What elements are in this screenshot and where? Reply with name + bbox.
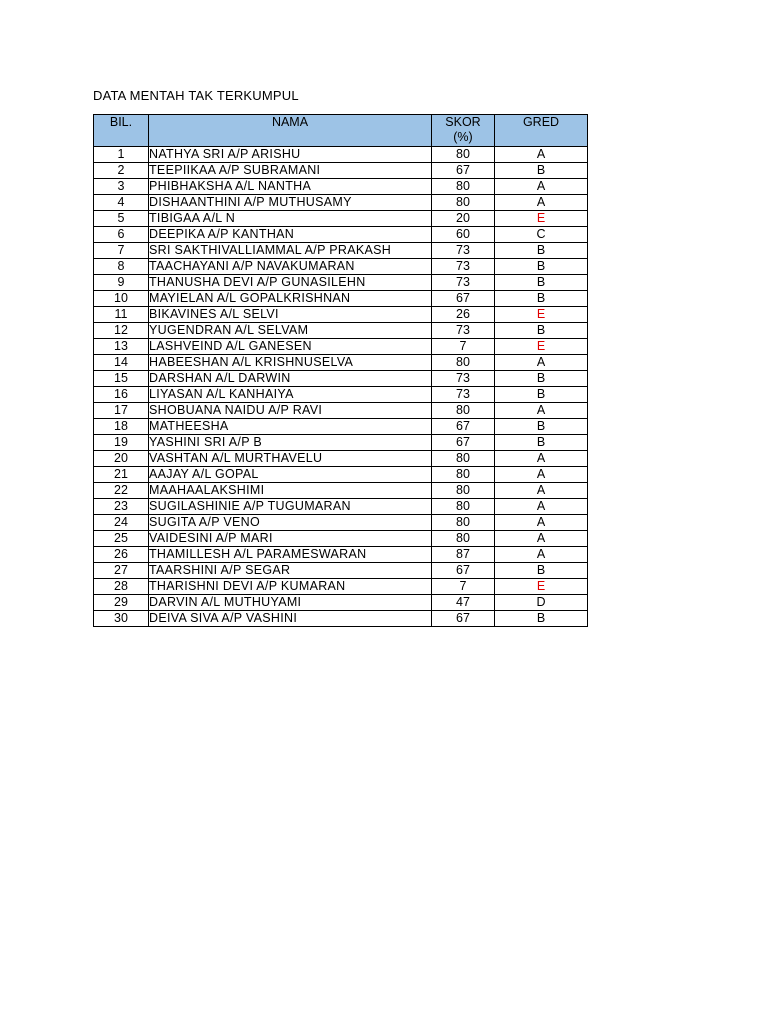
table-row xyxy=(94,259,588,275)
table-body xyxy=(94,147,588,627)
row-number: 9 xyxy=(94,275,149,291)
score: 73 xyxy=(432,259,495,275)
row-number: 22 xyxy=(94,483,149,499)
row-number: 24 xyxy=(94,515,149,531)
student-name: TIBIGAA A/L N xyxy=(149,211,432,227)
row-number: 10 xyxy=(94,291,149,307)
table-row xyxy=(94,291,588,307)
header-gred: GRED xyxy=(495,115,588,147)
grade: B xyxy=(495,611,588,627)
table-row xyxy=(94,515,588,531)
row-number: 27 xyxy=(94,563,149,579)
student-name: SHOBUANA NAIDU A/P RAVI xyxy=(149,403,432,419)
student-name: BIKAVINES A/L SELVI xyxy=(149,307,432,323)
score: 80 xyxy=(432,467,495,483)
grade: B xyxy=(495,291,588,307)
score: 80 xyxy=(432,483,495,499)
table-row xyxy=(94,467,588,483)
student-name: LASHVEIND A/L GANESEN xyxy=(149,339,432,355)
grade: A xyxy=(495,195,588,211)
table-row xyxy=(94,323,588,339)
table-row xyxy=(94,403,588,419)
grade: A xyxy=(495,499,588,515)
row-number: 6 xyxy=(94,227,149,243)
score: 80 xyxy=(432,499,495,515)
score: 73 xyxy=(432,243,495,259)
row-number: 15 xyxy=(94,371,149,387)
grade: B xyxy=(495,435,588,451)
table-row xyxy=(94,547,588,563)
student-name: DARSHAN A/L DARWIN xyxy=(149,371,432,387)
grade: A xyxy=(495,403,588,419)
grade: B xyxy=(495,259,588,275)
row-number: 13 xyxy=(94,339,149,355)
header-skor xyxy=(432,115,495,147)
score: 26 xyxy=(432,307,495,323)
row-number: 4 xyxy=(94,195,149,211)
row-number: 11 xyxy=(94,307,149,323)
score: 73 xyxy=(432,275,495,291)
grade: A xyxy=(495,531,588,547)
table-row xyxy=(94,371,588,387)
grade: B xyxy=(495,387,588,403)
table-row xyxy=(94,419,588,435)
score: 73 xyxy=(432,387,495,403)
score: 80 xyxy=(432,179,495,195)
score: 73 xyxy=(432,371,495,387)
score: 67 xyxy=(432,419,495,435)
grade: E xyxy=(495,339,588,355)
table-row xyxy=(94,451,588,467)
row-number: 12 xyxy=(94,323,149,339)
row-number: 2 xyxy=(94,163,149,179)
score: 67 xyxy=(432,291,495,307)
header-nama: NAMA xyxy=(149,115,432,147)
score: 80 xyxy=(432,531,495,547)
row-number: 14 xyxy=(94,355,149,371)
student-name: TAACHAYANI A/P NAVAKUMARAN xyxy=(149,259,432,275)
score: 67 xyxy=(432,435,495,451)
student-name: SUGILASHINIE A/P TUGUMARAN xyxy=(149,499,432,515)
table-row xyxy=(94,179,588,195)
row-number: 3 xyxy=(94,179,149,195)
table-row xyxy=(94,387,588,403)
grade: E xyxy=(495,211,588,227)
student-name: DEEPIKA A/P KANTHAN xyxy=(149,227,432,243)
student-name: VAIDESINI A/P MARI xyxy=(149,531,432,547)
scores-table xyxy=(93,114,588,627)
student-name: PHIBHAKSHA A/L NANTHA xyxy=(149,179,432,195)
score: 80 xyxy=(432,515,495,531)
student-name: MATHEESHA xyxy=(149,419,432,435)
student-name: DEIVA SIVA A/P VASHINI xyxy=(149,611,432,627)
student-name: TEEPIIKAA A/P SUBRAMANI xyxy=(149,163,432,179)
table-row xyxy=(94,243,588,259)
table-row xyxy=(94,211,588,227)
row-number: 29 xyxy=(94,595,149,611)
grade: B xyxy=(495,163,588,179)
student-name: THAMILLESH A/L PARAMESWARAN xyxy=(149,547,432,563)
table-row xyxy=(94,195,588,211)
table-row xyxy=(94,611,588,627)
table-row xyxy=(94,483,588,499)
student-name: YASHINI SRI A/P B xyxy=(149,435,432,451)
row-number: 21 xyxy=(94,467,149,483)
table-row xyxy=(94,579,588,595)
row-number: 19 xyxy=(94,435,149,451)
student-name: THARISHNI DEVI A/P KUMARAN xyxy=(149,579,432,595)
row-number: 30 xyxy=(94,611,149,627)
header-bil: BIL. xyxy=(94,115,149,147)
table-row xyxy=(94,275,588,291)
grade: B xyxy=(495,323,588,339)
page-title: DATA MENTAH TAK TERKUMPUL xyxy=(93,88,299,103)
score: 67 xyxy=(432,163,495,179)
grade: A xyxy=(495,515,588,531)
row-number: 16 xyxy=(94,387,149,403)
student-name: DISHAANTHINI A/P MUTHUSAMY xyxy=(149,195,432,211)
student-name: AAJAY A/L GOPAL xyxy=(149,467,432,483)
grade: B xyxy=(495,275,588,291)
row-number: 18 xyxy=(94,419,149,435)
header-skor-line2: (%) xyxy=(453,130,473,144)
student-name: LIYASAN A/L KANHAIYA xyxy=(149,387,432,403)
student-name: MAYIELAN A/L GOPALKRISHNAN xyxy=(149,291,432,307)
student-name: HABEESHAN A/L KRISHNUSELVA xyxy=(149,355,432,371)
row-number: 20 xyxy=(94,451,149,467)
score: 7 xyxy=(432,339,495,355)
score: 47 xyxy=(432,595,495,611)
table-row xyxy=(94,531,588,547)
row-number: 23 xyxy=(94,499,149,515)
student-name: NATHYA SRI A/P ARISHU xyxy=(149,147,432,163)
row-number: 25 xyxy=(94,531,149,547)
header-skor-line1: SKOR xyxy=(445,115,481,129)
table-header xyxy=(94,115,588,147)
grade: A xyxy=(495,451,588,467)
grade: A xyxy=(495,483,588,499)
score: 80 xyxy=(432,403,495,419)
student-name: DARVIN A/L MUTHUYAMI xyxy=(149,595,432,611)
table-row xyxy=(94,163,588,179)
table-row xyxy=(94,499,588,515)
grade: B xyxy=(495,419,588,435)
score: 80 xyxy=(432,195,495,211)
score: 20 xyxy=(432,211,495,227)
grade: E xyxy=(495,579,588,595)
grade: A xyxy=(495,355,588,371)
score: 73 xyxy=(432,323,495,339)
row-number: 28 xyxy=(94,579,149,595)
score: 67 xyxy=(432,611,495,627)
table-row xyxy=(94,147,588,163)
grade: C xyxy=(495,227,588,243)
row-number: 26 xyxy=(94,547,149,563)
student-name: SRI SAKTHIVALLIAMMAL A/P PRAKASH xyxy=(149,243,432,259)
header-row xyxy=(94,115,588,147)
table-row xyxy=(94,355,588,371)
row-number: 7 xyxy=(94,243,149,259)
grade: D xyxy=(495,595,588,611)
table-row xyxy=(94,595,588,611)
row-number: 8 xyxy=(94,259,149,275)
score: 60 xyxy=(432,227,495,243)
score: 80 xyxy=(432,451,495,467)
score: 7 xyxy=(432,579,495,595)
grade: A xyxy=(495,467,588,483)
table-row xyxy=(94,563,588,579)
student-name: TAARSHINI A/P SEGAR xyxy=(149,563,432,579)
table-row xyxy=(94,307,588,323)
grade: B xyxy=(495,371,588,387)
grade: A xyxy=(495,147,588,163)
score: 87 xyxy=(432,547,495,563)
grade: B xyxy=(495,563,588,579)
table-row xyxy=(94,339,588,355)
score: 80 xyxy=(432,147,495,163)
score: 80 xyxy=(432,355,495,371)
score: 67 xyxy=(432,563,495,579)
student-name: YUGENDRAN A/L SELVAM xyxy=(149,323,432,339)
grade: A xyxy=(495,547,588,563)
table-row xyxy=(94,435,588,451)
grade: B xyxy=(495,243,588,259)
row-number: 5 xyxy=(94,211,149,227)
student-name: THANUSHA DEVI A/P GUNASILEHN xyxy=(149,275,432,291)
student-name: VASHTAN A/L MURTHAVELU xyxy=(149,451,432,467)
grade: A xyxy=(495,179,588,195)
row-number: 17 xyxy=(94,403,149,419)
grade: E xyxy=(495,307,588,323)
student-name: MAAHAALAKSHIMI xyxy=(149,483,432,499)
student-name: SUGITA A/P VENO xyxy=(149,515,432,531)
table-row xyxy=(94,227,588,243)
row-number: 1 xyxy=(94,147,149,163)
